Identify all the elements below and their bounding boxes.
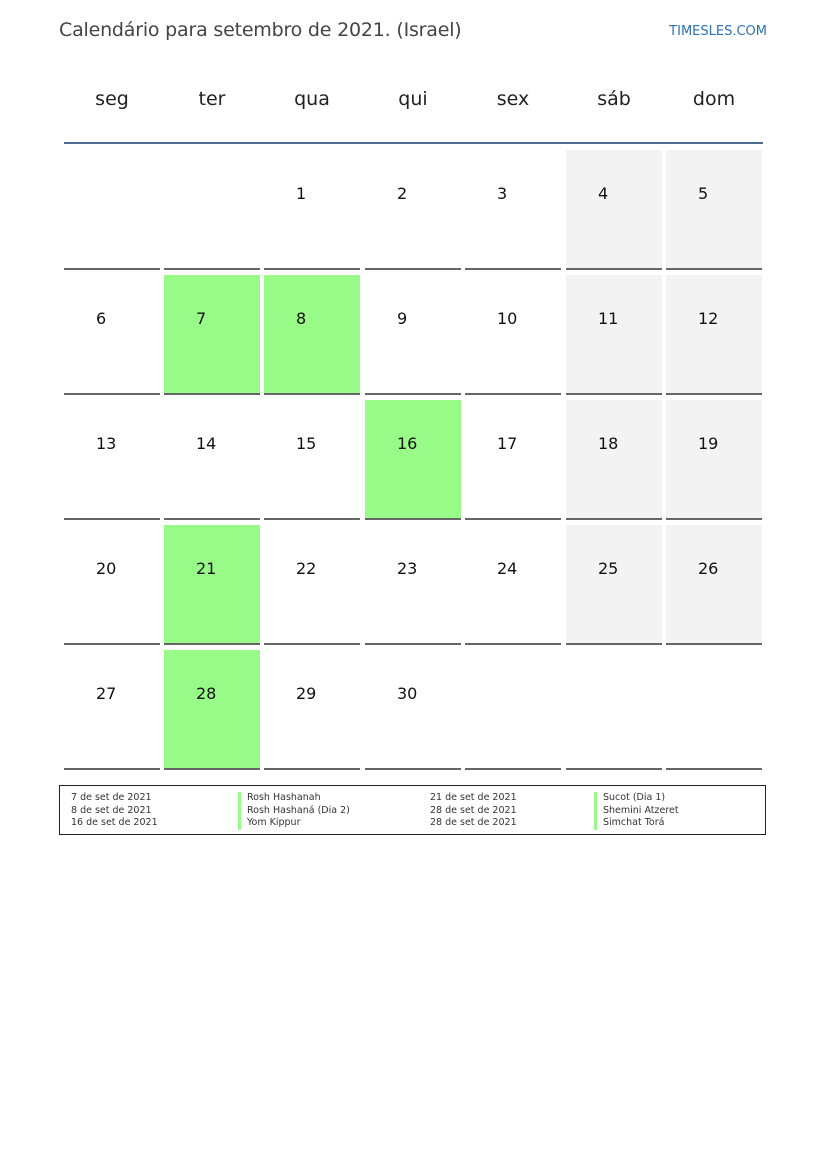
day-cell xyxy=(465,400,561,520)
legend-dates-left xyxy=(71,792,158,830)
day-number: 8 xyxy=(296,309,307,328)
day-number: 13 xyxy=(96,434,117,453)
day-cell xyxy=(164,400,260,520)
legend-date: 8 de set de 2021 xyxy=(71,804,152,816)
day-cell xyxy=(164,275,260,395)
header-divider xyxy=(64,142,763,144)
day-cell xyxy=(164,650,260,770)
weekday-label: seg xyxy=(95,88,129,110)
day-cell xyxy=(566,275,662,395)
brand-link[interactable]: TIMESLES.COM xyxy=(669,24,767,39)
day-number: 22 xyxy=(296,559,317,578)
weekday-label: sáb xyxy=(597,88,631,110)
day-number: 5 xyxy=(698,184,709,203)
day-number: 18 xyxy=(598,434,619,453)
weekday-label: qua xyxy=(294,88,330,110)
day-cell xyxy=(666,150,762,270)
day-number: 7 xyxy=(196,309,207,328)
day-cell xyxy=(666,400,762,520)
day-cell xyxy=(465,150,561,270)
day-cell xyxy=(465,275,561,395)
legend-holiday-name: Yom Kippur xyxy=(238,817,350,830)
weekday-header-row xyxy=(64,88,763,120)
day-cell xyxy=(666,275,762,395)
day-number: 24 xyxy=(497,559,518,578)
weekday-label: sex xyxy=(496,88,530,110)
legend-date: 21 de set de 2021 xyxy=(430,792,517,803)
day-cell xyxy=(264,400,360,520)
page-title: Calendário para setembro de 2021. (Israel) xyxy=(59,19,462,41)
day-number: 11 xyxy=(598,309,619,328)
day-number: 19 xyxy=(698,434,719,453)
day-number: 27 xyxy=(96,684,117,703)
day-number: 6 xyxy=(96,309,107,328)
day-cell xyxy=(264,525,360,645)
day-cell xyxy=(264,650,360,770)
day-cell xyxy=(264,275,360,395)
day-cell xyxy=(64,400,160,520)
day-number: 4 xyxy=(598,184,609,203)
day-cell xyxy=(566,525,662,645)
legend-holiday-name: Simchat Torá xyxy=(594,817,679,830)
weekday-label: ter xyxy=(198,88,226,110)
day-number: 3 xyxy=(497,184,508,203)
legend-holiday-name: Sucot (Dia 1) xyxy=(594,792,679,805)
day-number: 30 xyxy=(397,684,418,703)
day-number: 12 xyxy=(698,309,719,328)
day-number: 2 xyxy=(397,184,408,203)
day-cell xyxy=(365,400,461,520)
day-cell xyxy=(365,150,461,270)
weekday-label: dom xyxy=(692,88,736,110)
day-cell xyxy=(365,525,461,645)
day-cell xyxy=(164,150,260,270)
day-number: 15 xyxy=(296,434,317,453)
day-cell xyxy=(64,275,160,395)
legend-names-left xyxy=(238,792,350,830)
legend-names-right xyxy=(594,792,679,830)
day-number: 20 xyxy=(96,559,117,578)
day-cell xyxy=(64,650,160,770)
day-number: 10 xyxy=(497,309,518,328)
day-number: 1 xyxy=(296,184,307,203)
legend-dates-right xyxy=(430,792,517,830)
legend-date: 28 de set de 2021 xyxy=(430,804,517,816)
day-number: 25 xyxy=(598,559,619,578)
legend-holiday-name: Shemini Atzeret xyxy=(594,805,679,818)
day-cell xyxy=(164,525,260,645)
legend-holiday-name: Rosh Hashaná (Dia 2) xyxy=(238,805,350,818)
day-cell xyxy=(465,525,561,645)
day-number: 14 xyxy=(196,434,217,453)
day-cell xyxy=(566,400,662,520)
day-cell xyxy=(365,650,461,770)
holiday-legend xyxy=(59,785,766,835)
legend-date: 16 de set de 2021 xyxy=(71,817,158,828)
day-number: 21 xyxy=(196,559,217,578)
day-number: 23 xyxy=(397,559,418,578)
day-number: 16 xyxy=(397,434,418,453)
day-number: 17 xyxy=(497,434,518,453)
day-number: 26 xyxy=(698,559,719,578)
weekday-label: qui xyxy=(398,88,428,110)
day-cell xyxy=(566,150,662,270)
legend-date: 28 de set de 2021 xyxy=(430,817,517,828)
day-number: 29 xyxy=(296,684,317,703)
day-cell xyxy=(264,150,360,270)
day-cell xyxy=(365,275,461,395)
day-cell xyxy=(465,650,561,770)
day-cell xyxy=(64,150,160,270)
day-cell xyxy=(566,650,662,770)
day-cell xyxy=(666,650,762,770)
day-cell xyxy=(666,525,762,645)
legend-holiday-name: Rosh Hashanah xyxy=(238,792,350,805)
legend-date: 7 de set de 2021 xyxy=(71,792,152,803)
day-number: 9 xyxy=(397,309,408,328)
day-number: 28 xyxy=(196,684,217,703)
day-cell xyxy=(64,525,160,645)
